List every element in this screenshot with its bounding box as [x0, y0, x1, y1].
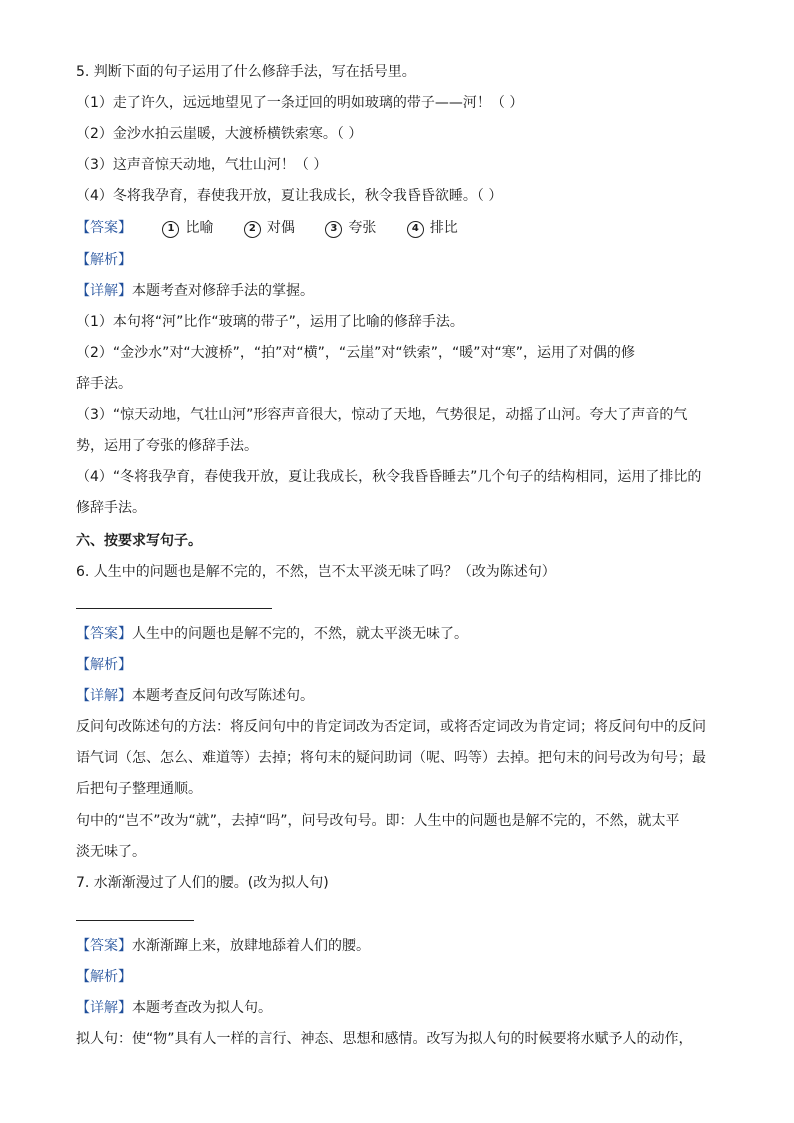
- q7-detail: 【详解】本题考查改为拟人句。: [76, 1000, 272, 1016]
- q5-title: 5. 判断下面的句子运用了什么修辞手法，写在括号里。: [76, 64, 416, 80]
- q6-question: 6. 人生中的问题也是解不完的，不然，岂不太平淡无味了吗？（改为陈述句）: [76, 564, 556, 580]
- answer-tag: 【答案】: [76, 220, 132, 236]
- q7-answer: 【答案】水渐渐蹿上来，放肆地舔着人们的腰。: [76, 938, 370, 954]
- q5-analysis-tag: 【解析】: [76, 252, 132, 268]
- q6-detail-line-1: 反问句改陈述句的方法：将反问句中的肯定词改为否定词，或将否定词改为肯定词；将反问句中的反问: [76, 719, 706, 735]
- q5-answer-4: 4 排比: [407, 218, 458, 238]
- q5-detail-line-6: （4）“冬将我孕育，春使我开放，夏让我成长，秋令我昏昏睡去”几个句子的结构相同，运用了排比的: [76, 469, 702, 485]
- number-circle-4: 4: [407, 221, 424, 238]
- q5-item-3: （3）这声音惊天动地，气壮山河！（ ）: [76, 157, 328, 173]
- detail-tag: 【详解】: [76, 1000, 132, 1016]
- q5-detail-line-3: 辞手法。: [76, 376, 132, 392]
- q5-answer-3: 3 夸张: [325, 218, 376, 238]
- q6-detail-line-3: 后把句子整理通顺。: [76, 781, 202, 797]
- q6-answer-blank: [76, 608, 272, 609]
- number-circle-1: 1: [162, 221, 179, 238]
- q5-item-1: （1）走了许久，远远地望见了一条迂回的明如玻璃的带子——河！（ ）: [76, 95, 524, 111]
- q5-detail-line-2: （2）“金沙水”对“大渡桥”，“拍”对“横”，“云崖”对“铁索”，“暖”对“寒”，运用了对偶的修: [76, 345, 635, 361]
- q5-detail-line-5: 势，运用了夸张的修辞手法。: [76, 438, 258, 454]
- q6-answer: 【答案】人生中的问题也是解不完的，不然，就太平淡无味了。: [76, 626, 468, 642]
- q5-detail-line-1: （1）本句将“河”比作“玻璃的带子”，运用了比喻的修辞手法。: [76, 314, 464, 330]
- q6-analysis-tag: 【解析】: [76, 657, 132, 673]
- number-circle-3: 3: [325, 221, 342, 238]
- q6-detail-line-4: 句中的“岂不”改为“就”，去掉“吗”，问号改句号。即：人生中的问题也是解不完的，不然，就太平: [76, 813, 680, 829]
- q5-answer: [76, 218, 716, 238]
- detail-tag: 【详解】: [76, 283, 132, 299]
- section-heading: 六、按要求写句子。: [76, 533, 202, 549]
- q5-answer-2: 2 对偶: [244, 218, 295, 238]
- q5-detail-line-7: 修辞手法。: [76, 500, 146, 516]
- number-circle-2: 2: [244, 221, 261, 238]
- q6-detail-line-5: 淡无味了。: [76, 844, 146, 860]
- q5-answer-1: 1 比喻: [162, 218, 213, 238]
- q7-question: 7. 水渐渐漫过了人们的腰。(改为拟人句): [76, 875, 329, 891]
- q5-item-2: （2）金沙水拍云崖暖，大渡桥横铁索寒。（ ）: [76, 126, 363, 142]
- q7-detail-line-1: 拟人句：使“物”具有人一样的言行、神态、思想和感情。改写为拟人句的时候要将水赋予人的动作，: [76, 1031, 693, 1047]
- q5-detail-line-4: （3）“惊天动地，气壮山河”形容声音很大，惊动了天地，气势很足，动摇了山河。夸大了声音的气: [76, 407, 688, 423]
- q5-item-4: （4）冬将我孕育，春使我开放，夏让我成长，秋令我昏昏欲睡。（ ）: [76, 188, 503, 204]
- answer-tag: 【答案】: [76, 626, 132, 642]
- answer-tag: 【答案】: [76, 938, 132, 954]
- detail-tag: 【详解】: [76, 688, 132, 704]
- q7-answer-blank: [76, 920, 194, 921]
- q5-detail: 【详解】本题考查对修辞手法的掌握。: [76, 283, 314, 299]
- q7-analysis-tag: 【解析】: [76, 969, 132, 985]
- q6-detail-line-2: 语气词（怎、怎么、难道等）去掉；将句末的疑问助词（呢、吗等）去掉。把句末的问号改为句号；最: [76, 750, 706, 766]
- q6-detail: 【详解】本题考查反问句改写陈述句。: [76, 688, 314, 704]
